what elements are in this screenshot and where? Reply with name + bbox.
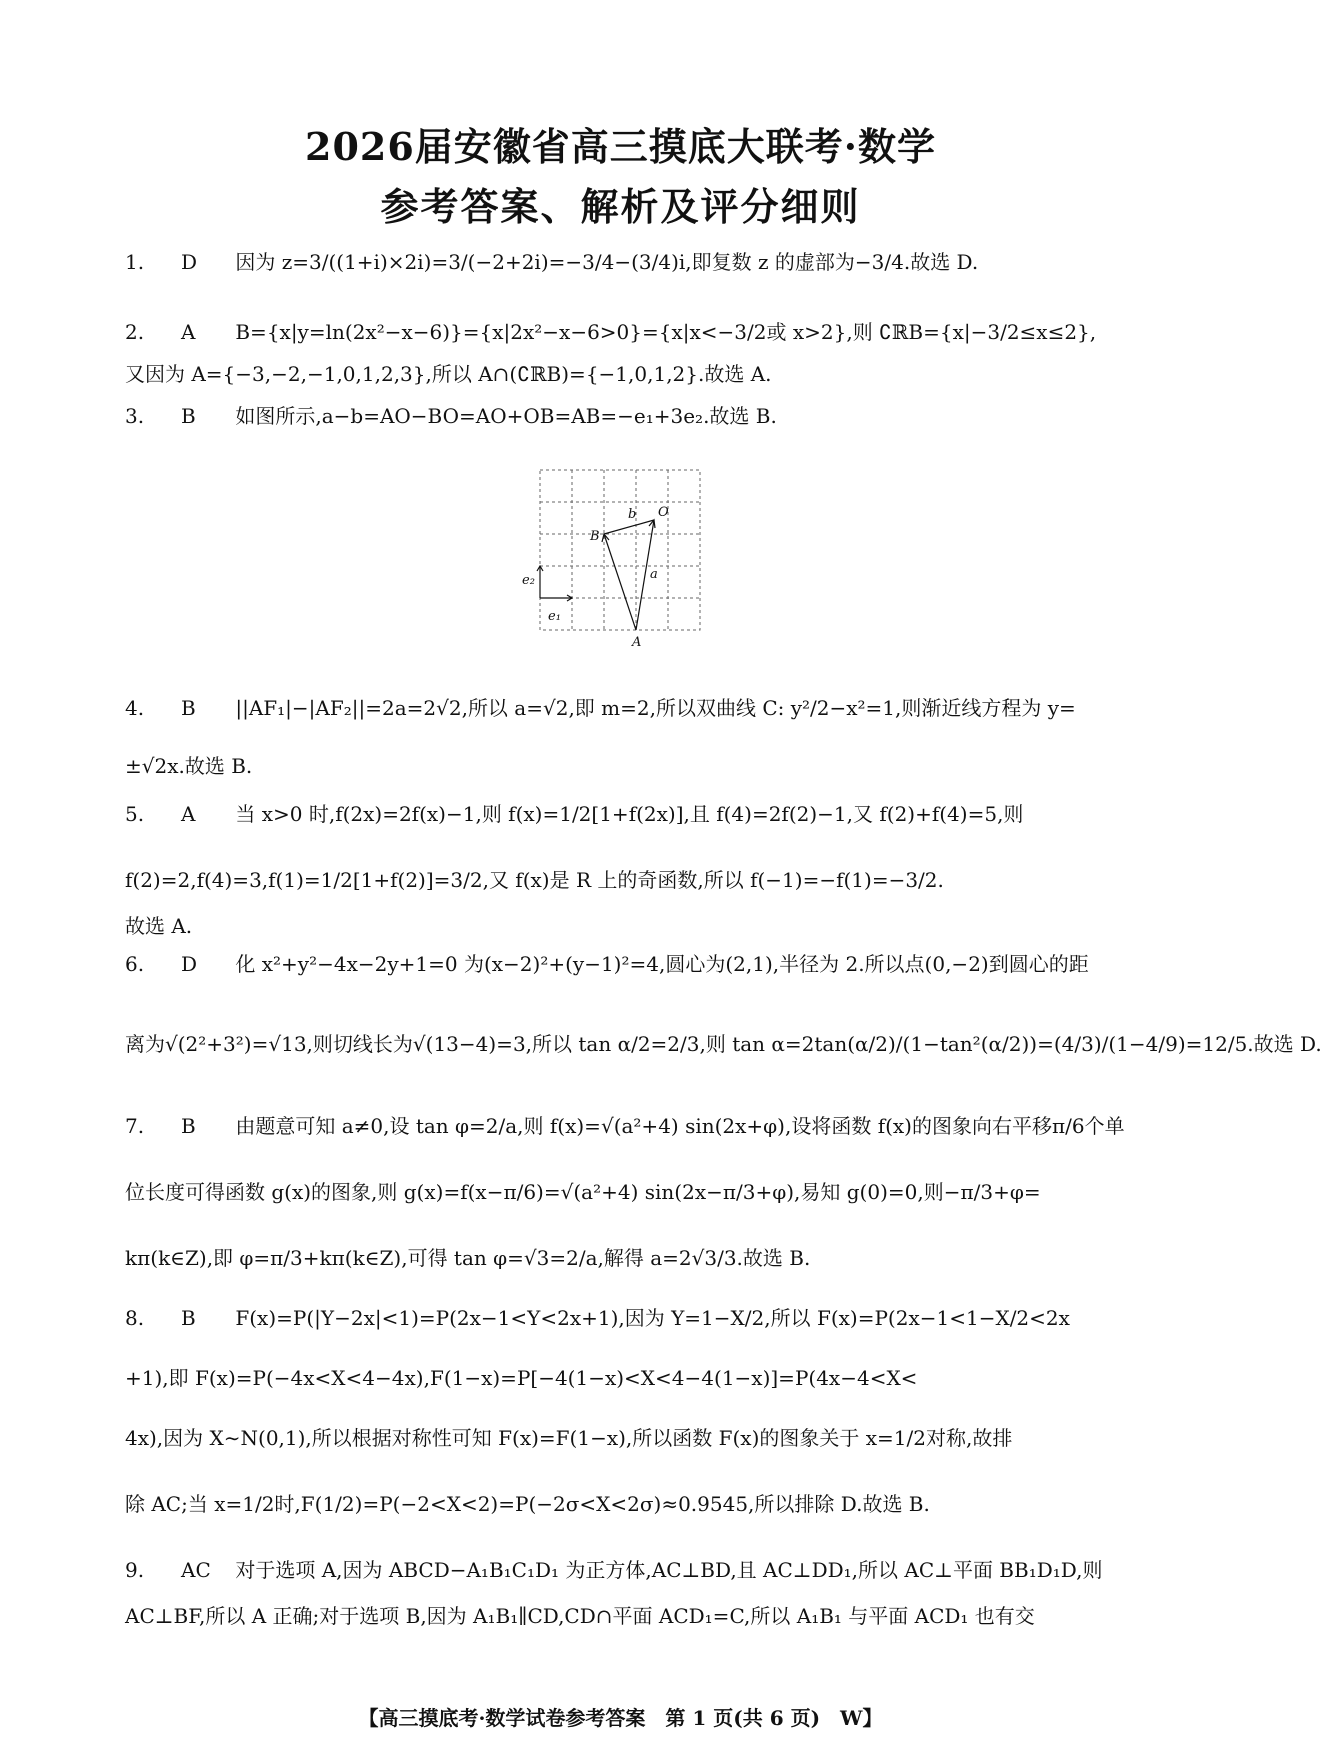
item-text: 因为 z=3/((1+i)×2i)=3/(−2+2i)=−3/4−(3/4)i,即复数 z 的虚部为−3/4.故选 D. xyxy=(235,250,979,274)
label-b: b xyxy=(628,507,637,522)
item-text: F(x)=P(|Y−2x|<1)=P(2x−1<Y<2x+1),因为 Y=1−X/2,所以 F(x)=P(2x−1<1−X/2<2x xyxy=(235,1306,1070,1330)
item-4-cont: ±√2x.故选 B. xyxy=(125,754,253,778)
item-6 xyxy=(125,950,1140,978)
item-5-cont-1: f(2)=2,f(4)=3,f(1)=1/2[1+f(2)]=3/2,又 f(x)是 R 上的奇函数,所以 f(−1)=−f(1)=−3/2. xyxy=(125,868,944,892)
item-8-cont-2: 4x),因为 X∼N(0,1),所以根据对称性可知 F(x)=F(1−x),所以函数 F(x)的图象关于 x=1/2对称,故排 xyxy=(125,1426,1013,1450)
item-7 xyxy=(125,1112,1140,1140)
item-text: 由题意可知 a≠0,设 tan φ=2/a,则 f(x)=√(a²+4) sin(2x+φ),设将函数 f(x)的图象向右平移π/6个单 xyxy=(235,1114,1125,1138)
item-2 xyxy=(125,318,1140,346)
vector-bo-line xyxy=(604,520,654,534)
item-5-cont-2: 故选 A. xyxy=(125,914,193,938)
item-answer: A xyxy=(181,320,196,344)
label-o: O xyxy=(658,505,669,520)
page-title: 2026届安徽省高三摸底大联考·数学 xyxy=(305,124,936,169)
item-number: 3. xyxy=(125,404,145,428)
item-answer: B xyxy=(181,404,196,428)
item-answer: B xyxy=(181,1306,196,1330)
item-text: 如图所示,a−b=AO−BO=AO+OB=AB=−e₁+3e₂.故选 B. xyxy=(235,404,777,428)
label-e1: e₁ xyxy=(548,609,561,624)
item-5 xyxy=(125,800,1140,828)
item-number: 2. xyxy=(125,320,145,344)
label-e2: e₂ xyxy=(522,573,535,588)
item-8-cont-3: 除 AC;当 x=1/2时,F(1/2)=P(−2<X<2)=P(−2σ<X<2σ)≈0.9545,所以排除 D.故选 B. xyxy=(125,1492,930,1516)
item-answer: D xyxy=(181,250,198,274)
label-b-point: B xyxy=(590,529,600,544)
page-subtitle: 参考答案、解析及评分细则 xyxy=(380,184,861,229)
grid xyxy=(540,470,700,630)
item-text: ||AF₁|−|AF₂||=2a=2√2,所以 a=√2,即 m=2,所以双曲线 C: y²/2−x²=1,则渐近线方程为 y= xyxy=(235,696,1076,720)
item-2-cont: 又因为 A={−3,−2,−1,0,1,2,3},所以 A∩(∁ℝB)={−1,0,1,2}.故选 A. xyxy=(125,362,772,386)
item-6-cont: 离为√(2²+3²)=√13,则切线长为√(13−4)=3,所以 tan α/2=2/3,则 tan α=2tan(α/2)/(1−tan²(α/2))=(4/3)/(1−4/9)=12/5.故选 D. xyxy=(125,1032,1322,1056)
item-answer: B xyxy=(181,1114,196,1138)
item-text: 化 x²+y²−4x−2y+1=0 为(x−2)²+(y−1)²=4,圆心为(2,1),半径为 2.所以点(0,−2)到圆心的距 xyxy=(235,952,1089,976)
item-answer: B xyxy=(181,696,196,720)
item-7-cont-1: 位长度可得函数 g(x)的图象,则 g(x)=f(x−π/6)=√(a²+4) sin(2x−π/3+φ),易知 g(0)=0,则−π/3+φ= xyxy=(125,1180,1041,1204)
vector-b-line xyxy=(604,534,636,630)
item-8 xyxy=(125,1304,1140,1332)
item-text: 当 x>0 时,f(2x)=2f(x)−1,则 f(x)=1/2[1+f(2x)],且 f(4)=2f(2)−1,又 f(2)+f(4)=5,则 xyxy=(235,802,1024,826)
label-a: a xyxy=(650,567,658,582)
item-answer: D xyxy=(181,952,198,976)
item-1 xyxy=(125,248,1140,276)
item-number: 7. xyxy=(125,1114,145,1138)
item-number: 8. xyxy=(125,1306,145,1330)
item-9-cont: AC⊥BF,所以 A 正确;对于选项 B,因为 A₁B₁∥CD,CD∩平面 ACD₁=C,所以 A₁B₁ 与平面 ACD₁ 也有交 xyxy=(125,1604,1035,1628)
item-8-cont-1: +1),即 F(x)=P(−4x<X<4−4x),F(1−x)=P[−4(1−x)<X<4−4(1−x)]=P(4x−4<X< xyxy=(125,1366,918,1390)
page-footer: 【高三摸底考·数学试卷参考答案 第 1 页(共 6 页) W】 xyxy=(358,1706,883,1730)
item-number: 1. xyxy=(125,250,145,274)
vector-grid-figure xyxy=(520,470,720,670)
item-number: 6. xyxy=(125,952,145,976)
item-text: B={x|y=ln(2x²−x−6)}={x|2x²−x−6>0}={x|x<−3/2或 x>2},则 ∁ℝB={x|−3/2≤x≤2}, xyxy=(235,320,1097,344)
item-answer: AC xyxy=(181,1558,211,1582)
item-9 xyxy=(125,1556,1140,1584)
item-number: 5. xyxy=(125,802,145,826)
item-3 xyxy=(125,402,1140,430)
item-number: 4. xyxy=(125,696,145,720)
item-4 xyxy=(125,694,1140,722)
label-a-point: A xyxy=(632,635,642,650)
item-number: 9. xyxy=(125,1558,145,1582)
item-7-cont-2: kπ(k∈Z),即 φ=π/3+kπ(k∈Z),可得 tan φ=√3=2/a,解得 a=2√3/3.故选 B. xyxy=(125,1246,811,1270)
item-answer: A xyxy=(181,802,196,826)
item-text: 对于选项 A,因为 ABCD−A₁B₁C₁D₁ 为正方体,AC⊥BD,且 AC⊥DD₁,所以 AC⊥平面 BB₁D₁D,则 xyxy=(235,1558,1103,1582)
